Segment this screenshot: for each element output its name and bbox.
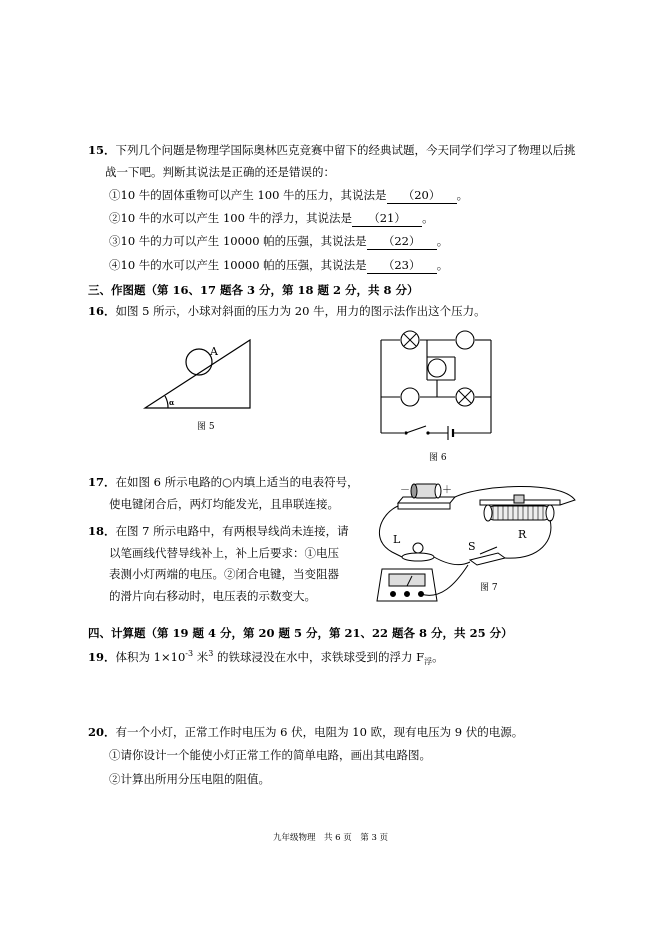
q18-line2: 以笔画线代替导线补上，补上后要求：①电压 (109, 546, 339, 560)
lamp-label: L (393, 533, 401, 546)
q19-number: 19 (88, 649, 105, 664)
rheostat (480, 495, 560, 521)
switch-pivot (404, 431, 407, 434)
fig7-caption: 图 7 (480, 583, 498, 593)
q16-line: 16．如图 5 所示，小球对斜面的压力为 20 牛，用力的图示法作出这个压力。 (88, 304, 486, 318)
q19-line: 19．体积为 $1\times 10^{-3}$ 米$^3$ 的铁球浸没在水中，求铁球受到的浮力 $F_浮$。 (88, 649, 444, 667)
q15-number: 15 (88, 143, 105, 157)
q16-number: 16 (88, 304, 105, 318)
section4-title: 四、计算题（第 19 题 4 分，第 20 题 5 分，第 21、22 题各 8 分，共 25 分） (88, 626, 513, 640)
ball-label-a: A (210, 345, 218, 358)
switch-contact (426, 431, 429, 434)
meter-slot-bottom-left (401, 388, 419, 406)
wire-3 (434, 557, 470, 565)
battery-minus-label: － (400, 485, 410, 496)
fig5-caption: 图 5 (197, 422, 215, 432)
switch (470, 547, 505, 565)
answer-blank-22: （22） (367, 233, 437, 250)
q15-intro-2: 战一下吧。判断其说法是正确的还是错误的： (105, 165, 335, 179)
q18-number: 18 (88, 524, 105, 538)
q15-intro-1: 下列几个问题是物理学国际奥林匹克竞赛中留下的经典试题，今天同学们学习了物理以后挑 (115, 143, 576, 157)
q18-line4: 的滑片向右移动时，电压表的示数变大。 (109, 589, 316, 603)
q17-line1: 17．在如图 6 所示电路的○内填上适当的电表符号， (88, 475, 359, 489)
wire-4 (505, 520, 551, 558)
section3-title: 三、作图题（第 16、17 题各 3 分，第 18 题 2 分，共 8 分） (88, 283, 419, 297)
switch-label: S (468, 540, 476, 553)
q20-line3: ②计算出所用分压电阻的阻值。 (109, 772, 270, 786)
incline-triangle (145, 340, 250, 408)
q15-item-2: ②10 牛的水可以产生 100 牛的浮力，其说法是 （21） 。 (109, 211, 434, 225)
q18-line3: 表测小灯两端的电压。②闭合电键，当变阻器 (109, 567, 339, 581)
lamp-top-left (401, 331, 419, 349)
incline (145, 340, 250, 408)
answer-blank-21: （21） (352, 210, 422, 227)
q15-line2 (105, 164, 335, 180)
q20-number: 20 (88, 725, 105, 739)
q15-item-3: ③10 牛的力可以产生 10000 帕的压强，其说法是 （22） 。 (109, 234, 449, 248)
q18-line1: 18．在图 7 所示电路中，有两根导线尚未连接，请 (88, 524, 349, 538)
q15-line1: 15．下列几个问题是物理学国际奥林匹克竞赛中留下的经典试题，今天同学们学习了物理以后挑 (88, 143, 576, 157)
q15-item-4: ④10 牛的水可以产生 10000 帕的压强，其说法是 （23） 。 (109, 258, 449, 272)
answer-blank-20: （20） (387, 187, 457, 204)
meter-slot-middle (428, 359, 446, 377)
answer-blank-23: （23） (367, 257, 437, 274)
angle-arc (165, 396, 168, 408)
q20-line2: ①请你设计一个能使小灯正常工作的简单电路，画出其电路图。 (109, 748, 431, 762)
wire-5 (421, 565, 468, 595)
voltmeter (377, 569, 437, 601)
meter-slot-top-right (456, 331, 474, 349)
angle-label: α (169, 398, 175, 407)
q20-line1: 20．有一个小灯，正常工作时电压为 6 伏，电阻为 10 欧，现有电压为 9 伏的电源。 (88, 725, 524, 739)
rheostat-label: R (518, 528, 527, 541)
wire-2 (455, 486, 575, 505)
q17-line2: 使电键闭合后，两灯均能发光，且串联连接。 (109, 497, 339, 511)
ball (186, 349, 212, 375)
fig6-caption: 图 6 (429, 453, 447, 463)
battery-cell (398, 484, 455, 509)
switch-lever (406, 426, 426, 433)
battery-plus-label: ＋ (442, 485, 452, 496)
q16-text: 如图 5 所示，小球对斜面的压力为 20 牛，用力的图示法作出这个压力。 (115, 304, 486, 318)
lamp-bottom-right (456, 388, 474, 406)
wire-1 (379, 506, 402, 557)
q15-item-1: ①10 牛的固体重物可以产生 100 牛的压力，其说法是 （20） 。 (109, 188, 469, 202)
q17-number: 17 (88, 475, 105, 489)
page-footer: 九年级物理 共 6 页 第 3 页 (272, 833, 389, 843)
lamp (402, 543, 434, 561)
